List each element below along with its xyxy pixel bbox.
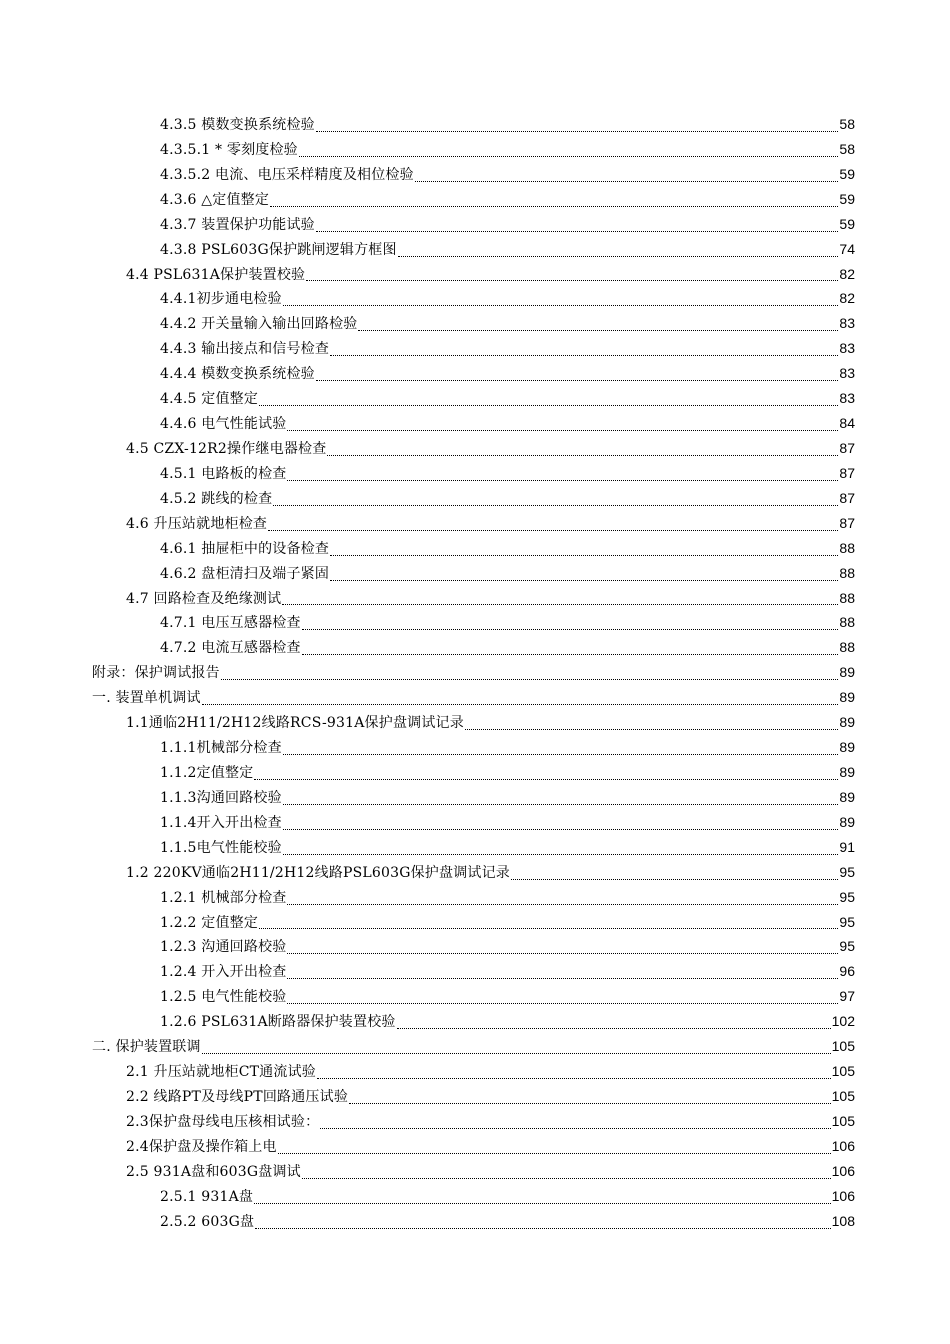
toc-entry-title: 4.7 回路检查及绝缘测试 bbox=[126, 590, 282, 607]
toc-entry-title: 4.3.5.2 电流、电压采样精度及相位检验 bbox=[160, 166, 414, 183]
toc-dot-leader bbox=[302, 1178, 831, 1179]
toc-page-number: 59 bbox=[839, 190, 855, 207]
toc-dot-leader bbox=[327, 455, 838, 456]
toc-entry[interactable] bbox=[92, 486, 855, 511]
toc-entry[interactable] bbox=[92, 760, 855, 785]
toc-dot-leader bbox=[268, 530, 838, 531]
toc-entry-title: 1.1.4开入开出检查 bbox=[160, 814, 282, 831]
toc-entry-title: 2.1 升压站就地柜CT通流试验 bbox=[126, 1064, 316, 1081]
toc-dot-leader bbox=[221, 679, 839, 680]
toc-entry-title: 2.5.2 603G盘 bbox=[160, 1213, 255, 1230]
toc-entry-title: 1.1.2定值整定 bbox=[160, 764, 254, 781]
toc-page-number: 58 bbox=[839, 140, 855, 157]
toc-entry-title: 1.2.6 PSL631A断路器保护装置校验 bbox=[160, 1014, 396, 1031]
toc-dot-leader bbox=[287, 430, 838, 431]
toc-dot-leader bbox=[330, 555, 838, 556]
toc-dot-leader bbox=[287, 978, 838, 979]
toc-entry[interactable] bbox=[92, 586, 855, 611]
toc-dot-leader bbox=[283, 854, 839, 855]
toc-entry-title: 1.1.5电气性能校验 bbox=[160, 839, 282, 856]
toc-dot-leader bbox=[316, 231, 839, 232]
toc-entry[interactable] bbox=[92, 735, 855, 760]
toc-dot-leader bbox=[415, 181, 839, 182]
toc-entry[interactable] bbox=[92, 436, 855, 461]
toc-entry-title: 4.4.3 输出接点和信号检查 bbox=[160, 341, 330, 358]
toc-page-number: 74 bbox=[839, 240, 855, 257]
toc-dot-leader bbox=[465, 729, 838, 730]
toc-entry[interactable] bbox=[92, 137, 855, 162]
toc-page-number: 105 bbox=[831, 1087, 855, 1104]
toc-entry-title: 1.2 220KV通临2H11/2H12线路PSL603G保护盘调试记录 bbox=[126, 864, 510, 881]
toc-entry[interactable] bbox=[92, 860, 855, 885]
toc-entry-title: 2.5 931A盘和603G盘调试 bbox=[126, 1163, 301, 1180]
toc-entry-title: 1.2.4 开入开出检查 bbox=[160, 964, 287, 981]
toc-entry[interactable] bbox=[92, 536, 855, 561]
toc-page-number: 87 bbox=[839, 439, 855, 456]
toc-entry-title: 1.1通临2H11/2H12线路RCS-931A保护盘调试记录 bbox=[126, 715, 464, 732]
toc-dot-leader bbox=[283, 754, 839, 755]
toc-entry[interactable] bbox=[92, 461, 855, 486]
toc-entry-title: 4.6 升压站就地柜检查 bbox=[126, 515, 268, 532]
toc-page-number: 102 bbox=[831, 1013, 855, 1030]
toc-entry-title: 4.6.1 抽屉柜中的设备检查 bbox=[160, 540, 330, 557]
toc-dot-leader bbox=[398, 256, 839, 257]
toc-entry-title: 1.2.3 沟通回路校验 bbox=[160, 939, 287, 956]
toc-page-number: 105 bbox=[831, 1063, 855, 1080]
toc-page-number: 105 bbox=[831, 1038, 855, 1055]
toc-entry[interactable] bbox=[92, 1209, 855, 1234]
toc-page-number: 83 bbox=[839, 365, 855, 382]
toc-dot-leader bbox=[287, 1003, 838, 1004]
toc-dot-leader bbox=[283, 829, 839, 830]
toc-entry[interactable] bbox=[92, 311, 855, 336]
toc-entry[interactable] bbox=[92, 1134, 855, 1159]
toc-page-number: 89 bbox=[839, 739, 855, 756]
toc-dot-leader bbox=[254, 1203, 831, 1204]
toc-entry-title: 4.4 PSL631A保护装置校验 bbox=[126, 266, 306, 283]
toc-entry[interactable] bbox=[92, 361, 855, 386]
toc-page-number: 82 bbox=[839, 265, 855, 282]
toc-page-number: 95 bbox=[839, 863, 855, 880]
toc-dot-leader bbox=[287, 953, 838, 954]
toc-page-number: 59 bbox=[839, 165, 855, 182]
toc-dot-leader bbox=[283, 305, 839, 306]
toc-dot-leader bbox=[299, 156, 839, 157]
toc-page-number: 95 bbox=[839, 913, 855, 930]
toc-page-number: 88 bbox=[839, 639, 855, 656]
toc-page-number: 88 bbox=[839, 614, 855, 631]
toc-dot-leader bbox=[273, 505, 838, 506]
toc-entry-title: 1.2.1 机械部分检查 bbox=[160, 889, 287, 906]
toc-page-number: 83 bbox=[839, 340, 855, 357]
toc-entry[interactable] bbox=[92, 1034, 855, 1059]
toc-entry[interactable] bbox=[92, 112, 855, 137]
toc-page-number: 88 bbox=[839, 589, 855, 606]
toc-dot-leader bbox=[278, 1153, 831, 1154]
toc-page-number: 87 bbox=[839, 464, 855, 481]
toc-entry-title: 1.2.5 电气性能校验 bbox=[160, 989, 287, 1006]
toc-page-number: 83 bbox=[839, 315, 855, 332]
toc-dot-leader bbox=[202, 1053, 831, 1054]
toc-entry[interactable] bbox=[92, 212, 855, 237]
toc-dot-leader bbox=[330, 580, 838, 581]
toc-entry[interactable] bbox=[92, 1184, 855, 1209]
toc-entry[interactable] bbox=[92, 336, 855, 361]
toc-page-number: 82 bbox=[839, 290, 855, 307]
toc-entry-title: 1.1.1机械部分检查 bbox=[160, 740, 282, 757]
toc-dot-leader bbox=[287, 480, 838, 481]
toc-entry-title: 4.5 CZX-12R2操作继电器检查 bbox=[126, 440, 327, 457]
toc-entry[interactable] bbox=[92, 1009, 855, 1034]
toc-entry-title: 4.4.6 电气性能试验 bbox=[160, 416, 287, 433]
toc-page-number: 89 bbox=[839, 664, 855, 681]
toc-entry[interactable] bbox=[92, 237, 855, 262]
toc-entry-title: 4.5.2 跳线的检查 bbox=[160, 490, 273, 507]
toc-entry[interactable] bbox=[92, 934, 855, 959]
toc-page-number: 105 bbox=[831, 1112, 855, 1129]
toc-entry[interactable] bbox=[92, 1059, 855, 1084]
toc-entry[interactable] bbox=[92, 386, 855, 411]
toc-entry[interactable] bbox=[92, 810, 855, 835]
toc-entry[interactable] bbox=[92, 162, 855, 187]
toc-page-number: 106 bbox=[831, 1162, 855, 1179]
toc-entry[interactable] bbox=[92, 1159, 855, 1184]
toc-entry[interactable] bbox=[92, 835, 855, 860]
toc-entry[interactable] bbox=[92, 1109, 855, 1134]
toc-dot-leader bbox=[349, 1103, 831, 1104]
toc-entry-title: 2.5.1 931A盘 bbox=[160, 1188, 254, 1205]
toc-entry[interactable] bbox=[92, 660, 855, 685]
toc-entry[interactable] bbox=[92, 610, 855, 635]
toc-entry[interactable] bbox=[92, 959, 855, 984]
toc-entry-title: 4.5.1 电路板的检查 bbox=[160, 465, 287, 482]
toc-page-number: 89 bbox=[839, 763, 855, 780]
toc-page-number: 89 bbox=[839, 714, 855, 731]
toc-page-number: 95 bbox=[839, 888, 855, 905]
toc-page-number: 89 bbox=[839, 689, 855, 706]
toc-page-number: 106 bbox=[831, 1187, 855, 1204]
toc-page-number: 89 bbox=[839, 788, 855, 805]
toc-entry-title: 2.4保护盘及操作箱上电 bbox=[126, 1138, 277, 1155]
toc-entry-title: 4.4.4 模数变换系统检验 bbox=[160, 366, 315, 383]
toc-entry-title: 二. 保护装置联调 bbox=[92, 1039, 201, 1056]
toc-dot-leader bbox=[330, 355, 838, 356]
toc-page-number: 87 bbox=[839, 514, 855, 531]
toc-entry[interactable] bbox=[92, 286, 855, 311]
toc-page-number: 88 bbox=[839, 539, 855, 556]
toc-dot-leader bbox=[306, 280, 838, 281]
toc-dot-leader bbox=[270, 206, 838, 207]
toc-dot-leader bbox=[358, 330, 838, 331]
toc-entry[interactable] bbox=[92, 910, 855, 935]
toc-entry-title: 4.3.5 模数变换系统检验 bbox=[160, 117, 315, 133]
toc-page-number: 58 bbox=[839, 116, 855, 132]
toc-entry-title: 1.1.3沟通回路校验 bbox=[160, 789, 282, 806]
toc-dot-leader bbox=[202, 704, 839, 705]
toc-dot-leader bbox=[302, 654, 839, 655]
toc-dot-leader bbox=[254, 779, 838, 780]
toc-entry-title: 4.4.2 开关量输入输出回路检验 bbox=[160, 316, 358, 333]
toc-entry-title: 4.7.2 电流互感器检查 bbox=[160, 640, 301, 657]
toc-entry-title: 2.3保护盘母线电压核相试验： bbox=[126, 1113, 320, 1130]
toc-page-number: 88 bbox=[839, 564, 855, 581]
toc-page-number: 106 bbox=[831, 1137, 855, 1154]
toc-entry-title: 2.2 线路PT及母线PT回路通压试验 bbox=[126, 1088, 349, 1105]
toc-entry-title: 4.3.7 装置保护功能试验 bbox=[160, 216, 315, 233]
toc-dot-leader bbox=[259, 928, 838, 929]
toc-dot-leader bbox=[320, 1128, 830, 1129]
toc-page-number: 97 bbox=[839, 988, 855, 1005]
toc-dot-leader bbox=[317, 1078, 831, 1079]
toc-entry[interactable] bbox=[92, 635, 855, 660]
toc-entry[interactable] bbox=[92, 411, 855, 436]
toc-page-number: 83 bbox=[839, 390, 855, 407]
toc-dot-leader bbox=[397, 1028, 831, 1029]
toc-entry-title: 一. 装置单机调试 bbox=[92, 690, 201, 707]
toc-entry-title: 4.6.2 盘柜清扫及端子紧固 bbox=[160, 565, 330, 582]
toc-page-number: 59 bbox=[839, 215, 855, 232]
toc-dot-leader bbox=[316, 380, 839, 381]
toc-entry-title: 1.2.2 定值整定 bbox=[160, 914, 259, 931]
toc-dot-leader bbox=[287, 904, 838, 905]
toc-page-number: 89 bbox=[839, 813, 855, 830]
toc-dot-leader bbox=[511, 879, 838, 880]
toc-entry-title: 4.3.5.1 * 零刻度检验 bbox=[160, 141, 298, 158]
toc-dot-leader bbox=[255, 1228, 830, 1229]
toc-page-number: 91 bbox=[839, 838, 855, 855]
toc-entry[interactable] bbox=[92, 685, 855, 710]
toc-page-number: 96 bbox=[839, 963, 855, 980]
toc-page-number: 108 bbox=[831, 1212, 855, 1229]
toc-dot-leader bbox=[282, 604, 838, 605]
toc-entry-title: 4.3.6 △定值整定 bbox=[160, 191, 270, 208]
toc-entry[interactable] bbox=[92, 710, 855, 735]
toc-entry-title: 4.4.5 定值整定 bbox=[160, 391, 259, 408]
toc-dot-leader bbox=[316, 131, 839, 132]
toc-entry[interactable] bbox=[92, 785, 855, 810]
table-of-contents bbox=[92, 112, 855, 1233]
toc-dot-leader bbox=[283, 804, 839, 805]
toc-entry[interactable] bbox=[92, 984, 855, 1009]
toc-entry[interactable] bbox=[92, 561, 855, 586]
toc-page-number: 87 bbox=[839, 489, 855, 506]
toc-entry-title: 附录：保护调试报告 bbox=[92, 665, 220, 682]
toc-entry[interactable] bbox=[92, 511, 855, 536]
toc-entry-title: 4.4.1初步通电检验 bbox=[160, 291, 282, 308]
toc-page-number: 84 bbox=[839, 415, 855, 432]
toc-entry[interactable] bbox=[92, 262, 855, 287]
toc-dot-leader bbox=[259, 405, 838, 406]
toc-entry-title: 4.3.8 PSL603G保护跳闸逻辑方框图 bbox=[160, 241, 397, 258]
toc-entry[interactable] bbox=[92, 1084, 855, 1109]
toc-page-number: 95 bbox=[839, 938, 855, 955]
toc-entry-title: 4.7.1 电压互感器检查 bbox=[160, 615, 301, 632]
toc-entry[interactable] bbox=[92, 187, 855, 212]
toc-dot-leader bbox=[302, 629, 839, 630]
toc-entry[interactable] bbox=[92, 885, 855, 910]
